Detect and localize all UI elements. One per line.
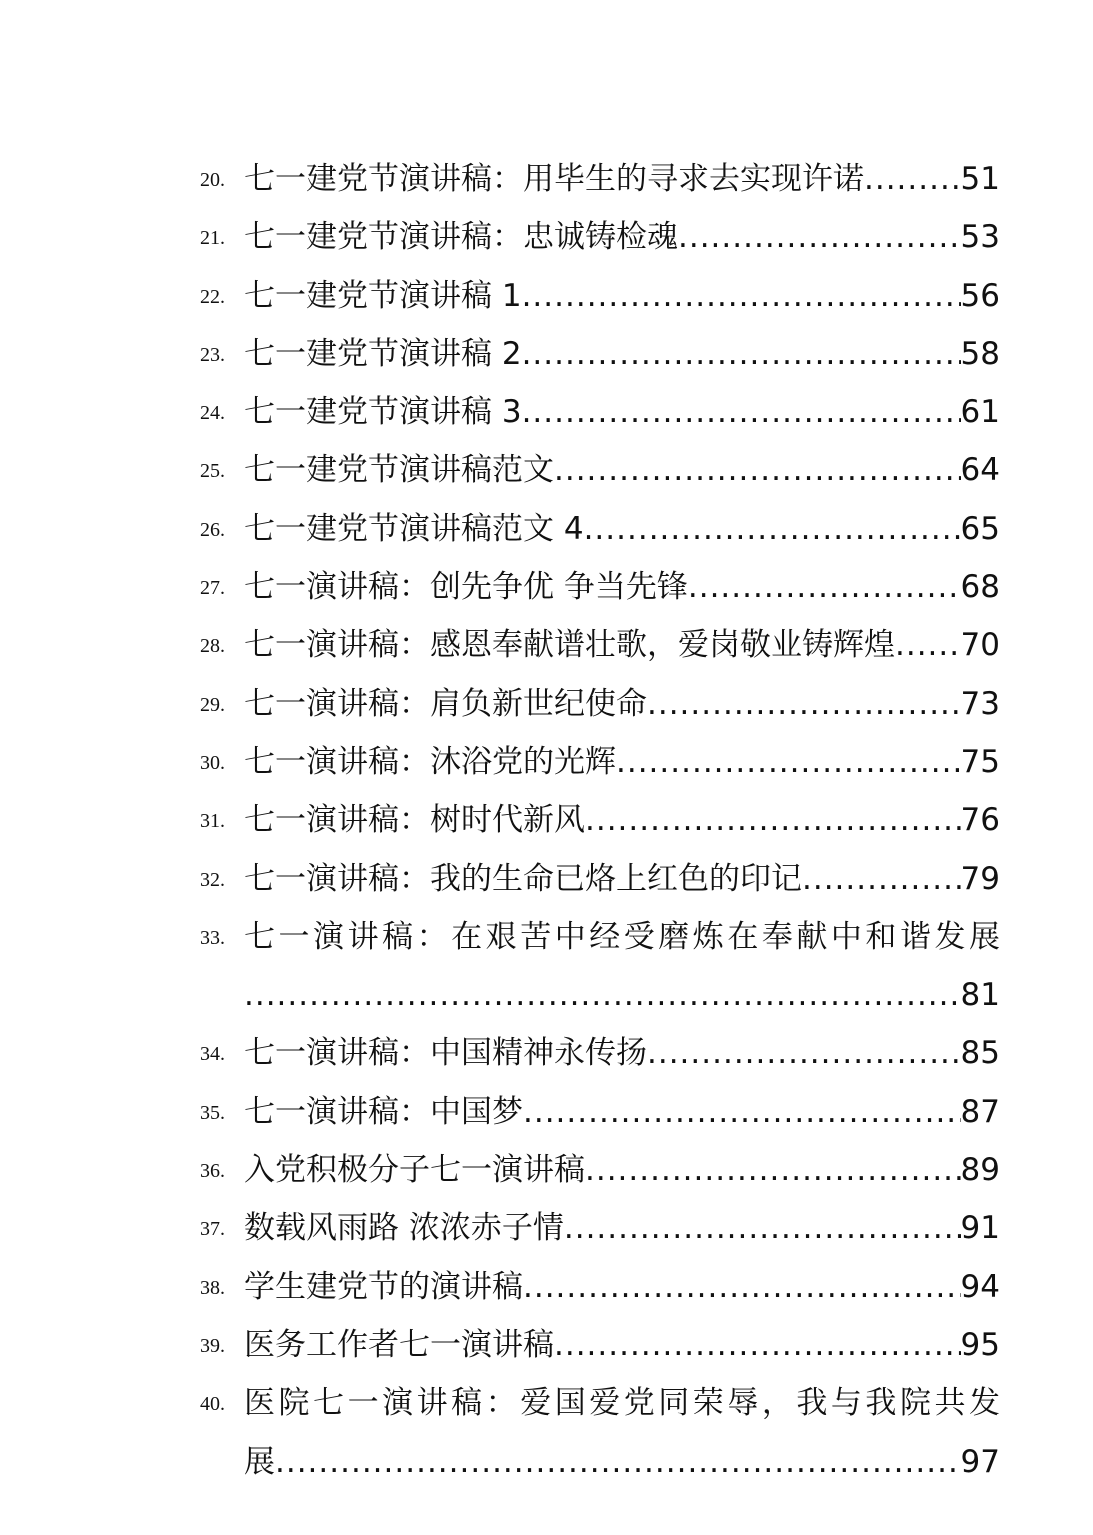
toc-leader-dots bbox=[275, 1433, 961, 1491]
toc-leader-dots bbox=[895, 616, 961, 674]
toc-entry-38[interactable] bbox=[200, 1258, 1000, 1316]
toc-entry-title: 七一演讲稿：肩负新世纪使命 bbox=[244, 685, 647, 722]
toc-leader-dots bbox=[523, 1258, 961, 1316]
toc-leader-dots bbox=[554, 1316, 961, 1374]
toc-entry-line bbox=[244, 675, 1000, 733]
toc-entry-40[interactable] bbox=[200, 1374, 1000, 1491]
toc-entry-number: 20. bbox=[200, 169, 225, 191]
toc-entry-27[interactable] bbox=[200, 558, 1000, 616]
toc-entry-21[interactable] bbox=[200, 208, 1000, 266]
toc-entry-title: 七一演讲稿：树时代新风 bbox=[244, 802, 585, 839]
toc-entry-number: 21. bbox=[200, 227, 225, 250]
toc-entry-line bbox=[244, 441, 1000, 499]
toc-entry-number: 28. bbox=[200, 635, 225, 658]
toc-entry-title: 七一建党节演讲稿 2 bbox=[244, 335, 522, 372]
toc-entry-line bbox=[244, 1024, 1000, 1082]
toc-entry-page: 68 bbox=[960, 569, 1000, 606]
toc-entry-number: 36. bbox=[200, 1160, 225, 1183]
toc-entry-34[interactable] bbox=[200, 1024, 1000, 1082]
toc-entry-title: 数载风雨路 浓浓赤子情 bbox=[244, 1210, 564, 1247]
toc-entry-line bbox=[244, 733, 1000, 791]
toc-entry-title: 七一建党节演讲稿：用毕生的寻求去实现许诺 bbox=[244, 161, 864, 197]
toc-entry-line bbox=[244, 558, 1000, 616]
toc-entry-number: 38. bbox=[200, 1276, 225, 1299]
toc-entry-line bbox=[244, 150, 1000, 208]
toc-entry-number: 32. bbox=[200, 868, 225, 891]
toc-entry-page: 76 bbox=[960, 802, 1000, 839]
toc-entry-line-continued bbox=[244, 1433, 1000, 1491]
toc-entry-page: 70 bbox=[960, 627, 1000, 664]
toc-entry-20[interactable] bbox=[200, 150, 1000, 208]
table-of-contents bbox=[200, 150, 1000, 1491]
toc-entry-page: 65 bbox=[960, 510, 1000, 547]
toc-entry-26[interactable] bbox=[200, 500, 1000, 558]
toc-leader-dots bbox=[585, 791, 961, 849]
toc-entry-page: 58 bbox=[960, 335, 1000, 372]
toc-entry-29[interactable] bbox=[200, 675, 1000, 733]
toc-entry-line bbox=[244, 850, 1000, 908]
toc-entry-number: 25. bbox=[200, 460, 225, 483]
toc-entry-page: 51 bbox=[960, 161, 1000, 197]
toc-entry-title: 医院七一演讲稿：爱国爱党同荣辱，我与我院共发 bbox=[244, 1385, 1000, 1422]
toc-entry-title: 七一建党节演讲稿 1 bbox=[244, 277, 522, 314]
toc-entry-title: 七一演讲稿：在艰苦中经受磨炼在奉献中和谐发展 bbox=[244, 918, 1000, 955]
toc-entry-number: 40. bbox=[200, 1393, 225, 1416]
toc-leader-dots bbox=[616, 733, 961, 791]
toc-entry-page: 97 bbox=[960, 1443, 1000, 1480]
toc-entry-page: 87 bbox=[960, 1093, 1000, 1130]
toc-entry-title: 学生建党节的演讲稿 bbox=[244, 1268, 523, 1305]
toc-leader-dots bbox=[647, 1024, 961, 1082]
toc-entry-28[interactable] bbox=[200, 616, 1000, 674]
toc-entry-31[interactable] bbox=[200, 791, 1000, 849]
toc-entry-title: 入党积极分子七一演讲稿 bbox=[244, 1152, 585, 1189]
toc-entry-number: 27. bbox=[200, 577, 225, 600]
toc-entry-page: 81 bbox=[960, 977, 1000, 1014]
toc-entry-line bbox=[244, 1141, 1000, 1199]
toc-entry-title: 七一演讲稿：沐浴党的光辉 bbox=[244, 743, 616, 780]
toc-entry-line-continued bbox=[244, 966, 1000, 1024]
toc-leader-dots bbox=[523, 1083, 961, 1141]
toc-entry-37[interactable] bbox=[200, 1199, 1000, 1257]
toc-entry-number: 24. bbox=[200, 402, 225, 425]
toc-entry-title: 七一建党节演讲稿 3 bbox=[244, 394, 522, 431]
toc-entry-25[interactable] bbox=[200, 441, 1000, 499]
toc-entry-number: 31. bbox=[200, 810, 225, 833]
toc-entry-line bbox=[244, 1316, 1000, 1374]
toc-leader-dots bbox=[244, 966, 961, 1024]
toc-entry-36[interactable] bbox=[200, 1141, 1000, 1199]
toc-entry-page: 64 bbox=[960, 452, 1000, 489]
toc-entry-number: 35. bbox=[200, 1101, 225, 1124]
toc-entry-page: 94 bbox=[960, 1268, 1000, 1305]
toc-entry-number: 29. bbox=[200, 693, 225, 716]
toc-leader-dots bbox=[678, 208, 961, 266]
toc-entry-page: 53 bbox=[960, 219, 1000, 256]
toc-entry-title: 七一演讲稿：我的生命已烙上红色的印记 bbox=[244, 860, 802, 897]
toc-entry-line bbox=[244, 791, 1000, 849]
toc-entry-39[interactable] bbox=[200, 1316, 1000, 1374]
toc-leader-dots bbox=[522, 383, 961, 441]
toc-entry-page: 85 bbox=[960, 1035, 1000, 1072]
toc-entry-line bbox=[244, 383, 1000, 441]
toc-entry-24[interactable] bbox=[200, 383, 1000, 441]
toc-entry-line bbox=[244, 1199, 1000, 1257]
toc-entry-page: 95 bbox=[960, 1326, 1000, 1363]
toc-leader-dots bbox=[522, 267, 961, 325]
toc-entry-line bbox=[244, 1258, 1000, 1316]
toc-leader-dots bbox=[554, 441, 961, 499]
toc-entry-number: 26. bbox=[200, 518, 225, 541]
toc-entry-title: 七一建党节演讲稿：忠诚铸检魂 bbox=[244, 219, 678, 256]
toc-entry-line bbox=[244, 616, 1000, 674]
toc-leader-dots bbox=[564, 1199, 961, 1257]
toc-entry-page: 89 bbox=[960, 1152, 1000, 1189]
toc-entry-30[interactable] bbox=[200, 733, 1000, 791]
toc-entry-page: 75 bbox=[960, 743, 1000, 780]
toc-entry-line bbox=[244, 267, 1000, 325]
toc-entry-line bbox=[244, 1083, 1000, 1141]
toc-entry-title: 医务工作者七一演讲稿 bbox=[244, 1326, 554, 1363]
toc-entry-33[interactable] bbox=[200, 908, 1000, 1025]
toc-leader-dots bbox=[584, 500, 961, 558]
toc-entry-page: 91 bbox=[960, 1210, 1000, 1247]
toc-leader-dots bbox=[585, 1141, 961, 1199]
toc-leader-dots bbox=[802, 850, 961, 908]
toc-entry-title: 七一演讲稿：创先争优 争当先锋 bbox=[244, 569, 688, 606]
toc-entry-22[interactable] bbox=[200, 267, 1000, 325]
toc-entry-title: 七一演讲稿：中国精神永传扬 bbox=[244, 1035, 647, 1072]
toc-entry-number: 22. bbox=[200, 285, 225, 308]
toc-entry-number: 23. bbox=[200, 343, 225, 366]
toc-entry-number: 34. bbox=[200, 1043, 225, 1066]
toc-entry-title: 七一演讲稿：中国梦 bbox=[244, 1093, 523, 1130]
toc-entry-page: 79 bbox=[960, 860, 1000, 897]
toc-entry-line bbox=[244, 208, 1000, 266]
toc-leader-dots bbox=[522, 325, 961, 383]
toc-entry-number: 37. bbox=[200, 1218, 225, 1241]
toc-leader-dots bbox=[688, 558, 961, 616]
toc-entry-page: 61 bbox=[960, 394, 1000, 431]
toc-entry-line bbox=[244, 500, 1000, 558]
toc-leader-dots bbox=[647, 675, 961, 733]
toc-entry-number: 30. bbox=[200, 751, 225, 774]
toc-entry-line bbox=[244, 325, 1000, 383]
toc-leader-dots bbox=[864, 150, 961, 208]
toc-entry-line bbox=[244, 908, 1000, 966]
toc-entry-35[interactable] bbox=[200, 1083, 1000, 1141]
toc-entry-page: 56 bbox=[960, 277, 1000, 314]
toc-entry-page: 73 bbox=[960, 685, 1000, 722]
toc-entry-32[interactable] bbox=[200, 850, 1000, 908]
toc-entry-23[interactable] bbox=[200, 325, 1000, 383]
toc-entry-title: 七一演讲稿：感恩奉献谱壮歌，爱岗敬业铸辉煌 bbox=[244, 627, 895, 664]
toc-entry-title-continued: 展 bbox=[244, 1443, 275, 1480]
toc-entry-title: 七一建党节演讲稿范文 4 bbox=[244, 510, 584, 547]
toc-entry-number: 33. bbox=[200, 926, 225, 949]
toc-entry-title: 七一建党节演讲稿范文 bbox=[244, 452, 554, 489]
toc-entry-number: 39. bbox=[200, 1334, 225, 1357]
toc-entry-line bbox=[244, 1374, 1000, 1432]
